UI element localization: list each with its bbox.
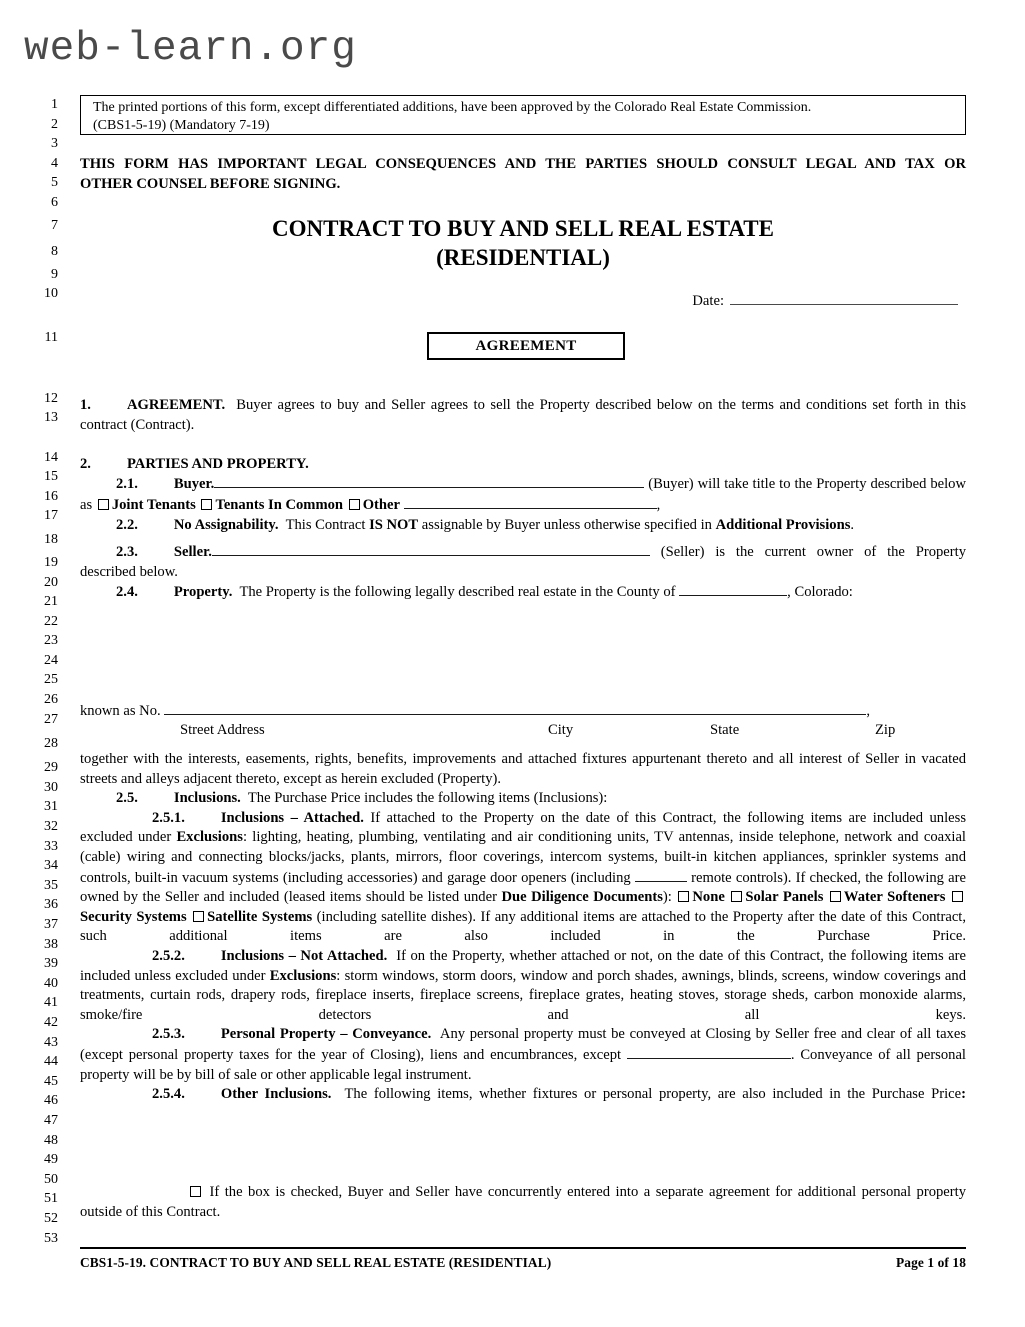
line-number-gutter [0, 95, 62, 1248]
section-2-5-2-inclusions-not-attached [80, 947, 966, 1025]
section-2-4-text-b: , Colorado: [787, 584, 853, 601]
buyer-name-input[interactable] [214, 474, 644, 488]
line-number: 12 [44, 390, 58, 406]
line-number: 10 [44, 286, 58, 302]
section-2-5-1-number: 2.5.1. [152, 809, 185, 826]
line-number: 2 [51, 116, 58, 132]
line-number: 31 [44, 799, 58, 815]
line-number: 53 [44, 1230, 58, 1246]
section-2-3-number: 2.3. [116, 544, 138, 561]
section-2-number: 2. [80, 455, 91, 472]
line-number: 45 [44, 1073, 58, 1089]
joint-tenants-label: Joint Tenants [111, 496, 196, 513]
line-number: 48 [44, 1132, 58, 1148]
section-2-4-heading: Property. [173, 584, 233, 601]
line-number: 22 [44, 613, 58, 629]
section-2-3-after-blank: (Seller) is the current owner of the Property described below. [80, 544, 966, 580]
section-2-5-3-text-a: Any personal property must be conveyed at Closing by Seller free and clear of all taxes (except personal property taxes for the year of Closing), liens and encumbrances, except [80, 1026, 967, 1063]
footer-row [80, 1249, 966, 1271]
section-2-heading-row [80, 455, 966, 475]
line-number: 21 [44, 594, 58, 610]
section-2-3-heading: Seller. [173, 544, 212, 561]
line-number: 15 [44, 469, 58, 485]
line-number: 25 [44, 672, 58, 688]
state-label: State [710, 722, 740, 739]
line-number: 35 [44, 877, 58, 893]
section-2-5-4-text-b: : [961, 1086, 966, 1103]
county-input[interactable] [679, 582, 787, 596]
section-2-5-2-heading: Inclusions – Not Attached. [220, 948, 388, 964]
section-2-5-3-heading: Personal Property – Conveyance. [220, 1026, 432, 1043]
line-number: 5 [51, 175, 58, 191]
joint-tenants-checkbox[interactable] [98, 499, 109, 510]
section-1-agreement [80, 396, 966, 435]
line-number: 19 [44, 554, 58, 570]
section-2-5-1-heading: Inclusions – Attached. [220, 809, 364, 826]
page-footer [80, 1247, 966, 1271]
line-number: 18 [44, 531, 58, 547]
separate-agreement-row [80, 1183, 966, 1222]
date-label: Date: [692, 293, 724, 310]
address-column-labels [80, 721, 966, 741]
known-as-label: known as No. [80, 702, 161, 719]
site-watermark: web-learn.org [24, 26, 357, 72]
date-input-rule[interactable] [730, 291, 958, 305]
spacer [80, 194, 966, 214]
spacer [80, 311, 966, 332]
line-number: 20 [44, 574, 58, 590]
section-2-5-text: The Purchase Price includes the following items (Inclusions): [247, 790, 608, 807]
line-number: 29 [44, 760, 58, 776]
section-2-2-number: 2.2. [116, 516, 138, 533]
title-line-1: CONTRACT TO BUY AND SELL REAL ESTATE [272, 215, 774, 241]
other-inclusions-blank[interactable] [80, 1144, 966, 1164]
water-softeners-checkbox[interactable] [830, 891, 841, 902]
section-2-2-no-assignability [80, 516, 966, 536]
line-number: 9 [51, 266, 58, 282]
section-2-4-property [80, 582, 966, 603]
water-softeners-label: Water Softeners [843, 889, 946, 906]
line-number: 17 [44, 508, 58, 524]
line-number: 30 [44, 779, 58, 795]
spacer [80, 272, 966, 292]
line-number: 37 [44, 917, 58, 932]
page-title [80, 214, 966, 272]
document-content [80, 95, 966, 1222]
section-2-5-3-personal-property [80, 1025, 966, 1085]
security-systems-label: Security Systems [80, 908, 187, 925]
line-number: 7 [51, 217, 58, 233]
section-2-4-text-a: The Property is the following legally described real estate in the County of [239, 584, 676, 601]
spacer [80, 435, 966, 455]
line-number: 50 [44, 1171, 58, 1187]
line-number: 14 [44, 449, 58, 465]
legal-warning-line-1: THIS FORM HAS IMPORTANT LEGAL CONSEQUENCES AND THE PARTIES SHOULD CONSULT LEGAL AND TAX OR [80, 156, 966, 172]
approval-line-2: (CBS1-5-19) (Mandatory 7-19) [93, 118, 270, 133]
other-tenancy-checkbox[interactable] [349, 499, 360, 510]
separate-agreement-checkbox[interactable] [190, 1186, 201, 1197]
line-number: 38 [44, 936, 58, 952]
line-number: 11 [44, 329, 58, 345]
city-label: City [548, 722, 574, 739]
line-number: 41 [44, 995, 58, 1011]
section-2-5-4-heading: Other Inclusions. [220, 1086, 332, 1103]
line-number: 44 [44, 1054, 58, 1070]
date-field [80, 291, 966, 311]
section-2-1-heading: Buyer. [173, 476, 215, 493]
other-inclusions-blank[interactable] [80, 1124, 966, 1144]
solar-panels-label: Solar Panels [745, 889, 824, 906]
section-2-5-2-exclusions: Exclusions [269, 967, 337, 984]
approval-line-1: The printed portions of this form, except differentiated additions, have been approved by the Colorado Real Estate Commission. [93, 100, 812, 115]
agreement-badge-row [80, 332, 966, 362]
other-inclusions-blank[interactable] [80, 1105, 966, 1125]
line-number: 32 [44, 819, 58, 835]
other-tenancy-label: Other [362, 496, 400, 513]
line-number-spacer [0, 355, 62, 389]
section-2-5-2-text-c: : storm windows, storm doors, window and porch shades, awnings, blinds, screens, window coverings and treatments, curtain rods, drapery rods, fireplace inserts, fireplace screens, fireplace grates, heating stoves, storage sheds, carbon monoxide alarms, smoke/fire detectors and all keys. [80, 967, 967, 1023]
section-2-1-trailing-punct: , [656, 496, 661, 513]
section-2-5-2-text-a: If on the Property, whether attached or not, on the date of this Contract, the following items are included unless excluded under [80, 948, 967, 984]
line-number: 24 [44, 652, 58, 668]
line-number: 33 [44, 838, 58, 854]
spacer [80, 135, 966, 155]
none-label: None [692, 889, 725, 906]
line-number: 4 [51, 155, 58, 171]
section-2-2-text-c: assignable by Buyer unless otherwise specified in [418, 516, 716, 533]
section-2-5-1-text-f: ): [662, 889, 672, 906]
line-number: 52 [44, 1210, 58, 1226]
solar-panels-checkbox[interactable] [731, 891, 742, 902]
seller-name-input[interactable] [212, 542, 650, 556]
section-2-5-1-exclusions: Exclusions [176, 829, 243, 846]
security-systems-checkbox[interactable] [952, 891, 963, 902]
section-2-1-buyer [80, 474, 966, 515]
other-tenancy-input[interactable] [404, 495, 657, 509]
together-with-paragraph: together with the interests, easements, rights, benefits, improvements and attached fixtures appurtenant thereto and all interest of Seller in vacated streets and alleys adjacent thereto, except as herein excluded (Property). [80, 751, 966, 787]
known-as-row [80, 701, 966, 722]
legal-description-blank[interactable] [80, 642, 966, 662]
section-2-5-3-number: 2.5.3. [152, 1026, 185, 1043]
line-number: 8 [51, 243, 58, 259]
section-2-heading: PARTIES AND PROPERTY. [126, 455, 309, 472]
commission-approval-box [80, 95, 966, 135]
section-2-2-is-not: IS NOT [369, 516, 419, 533]
agreement-badge: AGREEMENT [427, 332, 625, 360]
section-2-5-1-text-c: : lighting, heating, plumbing, ventilating and air conditioning units, TV antennas, inside telephone, network and coaxial (cable) wiring and connecting blocks/jacks, plants, mirrors, floor coverings, intercom systems, built-in kitchen appliances, sprinkler systems and controls, built-in vacuum systems (including accessories) and garage door openers (including [80, 829, 966, 886]
section-2-5-1-text-a: If attached to the Property on the date of this Contract, the following items are included unless excluded under [80, 809, 966, 846]
satellite-systems-checkbox[interactable] [193, 911, 204, 922]
legal-warning-line-2: OTHER COUNSEL BEFORE SIGNING. [80, 175, 341, 192]
line-number: 47 [44, 1112, 58, 1128]
line-number: 6 [51, 194, 58, 210]
legal-description-blank[interactable] [80, 681, 966, 701]
section-2-2-text-e: . [850, 516, 855, 533]
line-number-spacer [0, 304, 62, 325]
section-1-body: Buyer agrees to buy and Seller agrees to sell the Property described below on the terms and conditions set forth in this contract (Contract). [80, 396, 966, 433]
line-number: 27 [44, 711, 58, 727]
section-2-1-after-blank: (Buyer) will take title to the Property described below as [80, 476, 966, 513]
title-line-2: (RESIDENTIAL) [436, 244, 610, 270]
line-number: 46 [44, 1093, 58, 1109]
line-number: 13 [44, 410, 58, 426]
section-2-5-inclusions [80, 789, 966, 809]
legal-warning [80, 155, 966, 194]
line-number: 40 [44, 975, 58, 991]
line-number: 51 [44, 1191, 58, 1207]
section-2-2-text-a: This Contract [285, 516, 370, 533]
line-number: 49 [44, 1152, 58, 1168]
section-2-2-additional-provisions: Additional Provisions [715, 516, 851, 533]
line-number: 36 [44, 897, 58, 913]
spacer [80, 362, 966, 396]
section-2-3-seller [80, 542, 966, 582]
line-number: 3 [51, 136, 58, 152]
line-number: 39 [44, 956, 58, 972]
line-number-spacer [0, 428, 62, 448]
legal-description-blank[interactable] [80, 603, 966, 623]
line-number: 23 [44, 633, 58, 649]
none-checkbox[interactable] [678, 891, 689, 902]
section-2-2-heading: No Assignability. [173, 516, 279, 533]
section-2-5-4-number: 2.5.4. [152, 1086, 185, 1103]
tenants-in-common-checkbox[interactable] [201, 499, 212, 510]
line-number: 1 [51, 97, 58, 112]
section-2-5-1-due-diligence: Due Diligence Documents [501, 889, 663, 906]
section-1-number: 1. [80, 396, 91, 413]
legal-description-blank[interactable] [80, 623, 966, 643]
section-2-1-number: 2.1. [116, 476, 138, 493]
spacer [80, 535, 966, 542]
line-number: 34 [44, 858, 58, 874]
line-number: 28 [44, 736, 58, 752]
section-2-5-3-text-b: . Conveyance of all personal property will be by bill of sale or other applicable legal instrument. [80, 1046, 966, 1083]
line-number: 16 [44, 488, 58, 504]
section-1-heading: AGREEMENT. [126, 396, 226, 413]
spacer [80, 741, 966, 750]
section-2-5-1-text-d: remote controls). If checked, the following are owned by the Seller and included (leased items should be listed under [80, 869, 967, 906]
separate-agreement-text: If the box is checked, Buyer and Seller have concurrently entered into a separate agreement for additional personal property outside of this Contract. [80, 1184, 966, 1220]
remote-controls-count-input[interactable] [635, 868, 687, 882]
section-2-5-4-other-inclusions [80, 1085, 966, 1105]
footer-form-id: CBS1-5-19. CONTRACT TO BUY AND SELL REAL ESTATE (RESIDENTIAL) [80, 1255, 552, 1270]
section-2-5-2-number: 2.5.2. [152, 948, 185, 964]
street-address-label: Street Address [180, 722, 265, 739]
line-number: 43 [44, 1034, 58, 1050]
satellite-systems-label: Satellite Systems [207, 908, 313, 925]
property-address-input[interactable] [164, 701, 866, 715]
section-2-5-4-text-a: The following items, whether fixtures or personal property, are also included in the Purchase Price [344, 1086, 962, 1103]
section-2-4-number: 2.4. [116, 584, 138, 601]
encumbrance-exception-input[interactable] [627, 1045, 791, 1059]
line-number: 42 [44, 1014, 58, 1030]
section-2-5-heading: Inclusions. [173, 790, 241, 807]
section-2-5-1-inclusions-attached [80, 809, 966, 947]
tenants-in-common-label: Tenants In Common [215, 496, 344, 513]
footer-page-number: Page 1 of 18 [896, 1255, 966, 1270]
line-number: 26 [44, 692, 58, 708]
zip-label: Zip [875, 722, 896, 739]
legal-description-blank[interactable] [80, 662, 966, 682]
section-2-5-number: 2.5. [116, 790, 138, 807]
section-2-5-1-text-g: (including satellite dishes). If any additional items are attached to the Property after the date of this Contract, such additional items are also included in the Purchase Price. [80, 908, 967, 945]
other-inclusions-blank[interactable] [80, 1164, 966, 1184]
known-as-trailing-punct: , [866, 702, 870, 719]
